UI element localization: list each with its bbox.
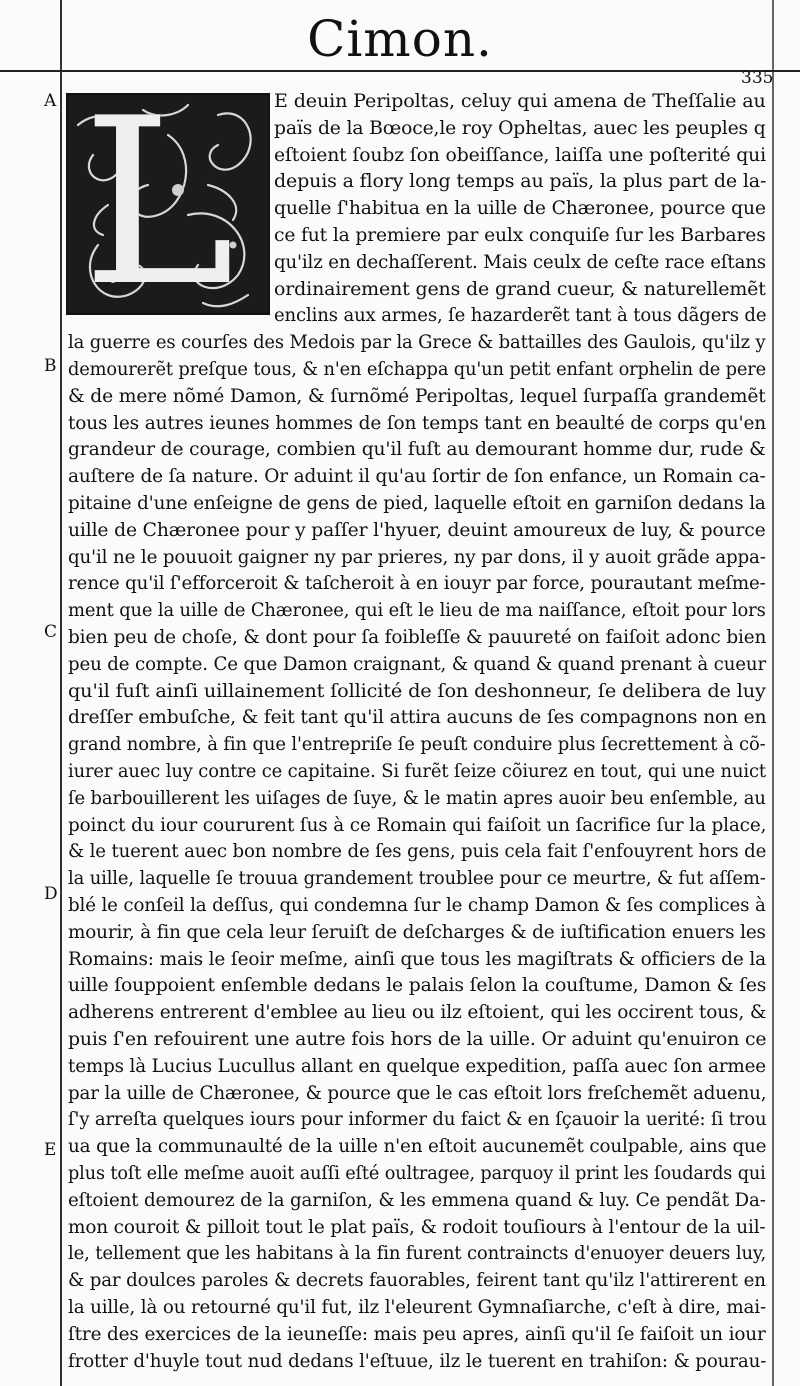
text-line: iurer auec luy contre ce capitaine. Si furẽt ſeize cõiurez en tout, qui une nuict — [68, 761, 766, 782]
text-line: ua que la communaulté de la uille n'en eſtoit aucunemẽt coulpable, ains que — [68, 1136, 767, 1158]
text-line: tous les autres ieunes hommes de ſon temps tant en beaulté de corps qu'en — [68, 412, 767, 434]
text-line: temps là Lucius Lucullus allant en quelque expedition, paſſa auec ſon armee — [68, 1055, 766, 1077]
margin-letter: A — [44, 91, 57, 111]
text-line: rence qu'il ſ'efforceroit & taſcheroit à en iouyr par force, pourautant meſme- — [68, 573, 766, 595]
drop-cap-letter: L — [82, 93, 235, 315]
text-line: adherens entrerent d'emblee au lieu ou ilz eſtoient, qui les occirent tous, & — [68, 1002, 767, 1024]
margin-letter: C — [44, 622, 58, 642]
text-line: peu de compte. Ce que Damon craignant, & quand & quand prenant à cueur — [68, 653, 766, 675]
text-line: la uille, là ou retourné qu'il fut, ilz l'eleurent Gymnaſiarche, c'eſt à dire, mai- — [68, 1297, 766, 1318]
text-line: uille ſouppoient enſemble dedans le palais ſelon la couſtume, Damon & ſes — [68, 975, 767, 997]
margin-letter: E — [44, 1140, 57, 1160]
text-line: qu'ilz en dechaſſerent. Mais ceulx de ceſte race eſtans — [274, 251, 766, 273]
text-line: mourir, à fin que cela leur ſeruiſt de deſcharges & de iuſtification enuers les — [68, 921, 766, 943]
header-rule — [0, 70, 800, 72]
margin-letter: B — [44, 356, 57, 376]
running-title: Cimon. — [307, 10, 493, 68]
text-line: bien peu de choſe, & dont pour ſa foibleſſe & pauureté on faiſoit adonc bien — [68, 627, 767, 648]
text-line: mon couroit & pilloit tout le plat païs, & rodoit touſiours à l'entour de la uil- — [68, 1216, 766, 1238]
text-line: plus toſt elle meſme auoit auſſi eſté oultragee, parquoy il print les ſoudards qui — [68, 1163, 766, 1184]
text-line: ordinairement gens de grand cueur, & naturellemẽt — [274, 278, 766, 300]
text-line: ſ'y arreſta quelques iours pour informer du faict & en ſçauoir la uerité: ſi trou — [68, 1109, 767, 1131]
text-line: eſtoient ſoubz ſon obeiſſance, laiſſa une poſterité qui — [274, 144, 766, 166]
text-line: & le tuerent auec bon nombre de ſes gens, puis cela fait ſ'enfouyrent hors de — [68, 841, 767, 863]
text-line: ce fut la premiere par eulx conquiſe ſur les Barbares — [274, 225, 766, 246]
text-line: poinct du iour coururent ſus à ce Romain qui faiſoit un ſacrifice ſur la place, — [68, 814, 767, 836]
left-margin-rule — [60, 0, 62, 1386]
text-line: ment que la uille de Chæronee, qui eſt le lieu de ma naiſſance, eſtoit pour lors — [68, 600, 766, 622]
text-line: eſtoient demourez de la garniſon, & les emmena quand & luy. Ce pendãt Da- — [68, 1189, 766, 1211]
text-line: depuis a flory long temps au païs, la plus part de la- — [274, 171, 767, 193]
text-line: grand nombre, à fin que l'entrepriſe ſe peuſt conduire plus ſecrettement à cõ- — [68, 734, 766, 756]
text-line: auſtere de ſa nature. Or aduint il qu'au ſortir de ſon enfance, un Romain ca- — [68, 466, 766, 488]
text-line: qu'il fuſt ainſi uillainement ſollicité de ſon deshonneur, ſe delibera de luy — [68, 680, 766, 702]
text-line: quelle ſ'habitua en la uille de Chæronee, pource que — [274, 198, 766, 220]
text-line: pitaine d'une enſeigne de gens de pied, laquelle eſtoit en garniſon dedans la — [68, 493, 766, 514]
text-line: demourerẽt preſque tous, & n'en eſchappa qu'un petit enfant orphelin de pere — [68, 359, 767, 380]
text-line: uille de Chæronee pour y paſſer l'hyuer, deuint amoureux de luy, & pource — [68, 519, 766, 541]
text-line: par la uille de Chæronee, & pource que le cas eſtoit lors freſchemẽt aduenu, — [68, 1082, 767, 1104]
right-margin-rule — [772, 0, 774, 1386]
margin-letter: D — [44, 884, 58, 904]
text-line: ſtre des exercices de la ieuneſſe: mais peu apres, ainſi qu'il ſe faiſoit un iour — [68, 1323, 766, 1345]
text-line: dreſſer embuſche, & feit tant qu'il attira aucuns de ſes compagnons non en — [68, 707, 767, 729]
text-line: frotter d'huyle tout nud dedans l'eſtuue, ilz le tuerent en trahiſon: & pourau- — [68, 1350, 767, 1372]
text-line: enclins aux armes, ſe hazarderẽt tant à tous dãgers de — [274, 305, 767, 327]
text-line: E deuin Peripoltas, celuy qui amena de Theſſalie au — [274, 91, 766, 112]
text-line: puis ſ'en refouirent une autre fois hors de la uille. Or aduint qu'enuiron ce — [68, 1029, 767, 1050]
text-line: Romains: mais le ſeoir meſme, ainſi que tous les magiſtrats & officiers de la — [68, 948, 766, 970]
folio-number: 335 — [741, 68, 774, 88]
text-line: la uille, laquelle ſe trouua grandement troublee pour ce meurtre, & fut aſſem- — [68, 868, 766, 890]
text-line: ſe barbouillerent les uiſages de ſuye, & le matin apres auoir beu enſemble, au — [68, 787, 766, 809]
ornamental-drop-cap — [66, 93, 270, 315]
text-line: la guerre es courſes des Medois par la Grece & battailles des Gaulois, qu'ilz y — [68, 332, 766, 354]
text-line: & de mere nõmé Damon, & ſurnõmé Peripoltas, lequel ſurpaſſa grandemẽt — [68, 385, 766, 407]
text-line: païs de la Bœoce,le roy Opheltas, auec les peuples q — [274, 117, 766, 139]
text-line: qu'il ne le pouuoit gaigner ny par prieres, ny par dons, il y auoit grãde appa- — [68, 546, 766, 568]
text-line: blé le conſeil la deſſus, qui condemna ſur le champ Damon & ſes complices à — [68, 895, 766, 916]
text-line: & par doulces paroles & decrets fauorables, feirent tant qu'ilz l'attirerent en — [68, 1270, 766, 1292]
text-line: le, tellement que les habitans à la fin furent contraincts d'enuoyer deuers luy, — [68, 1243, 767, 1265]
text-line: grandeur de courage, combien qu'il fuſt au demourant homme dur, rude & — [68, 439, 766, 461]
